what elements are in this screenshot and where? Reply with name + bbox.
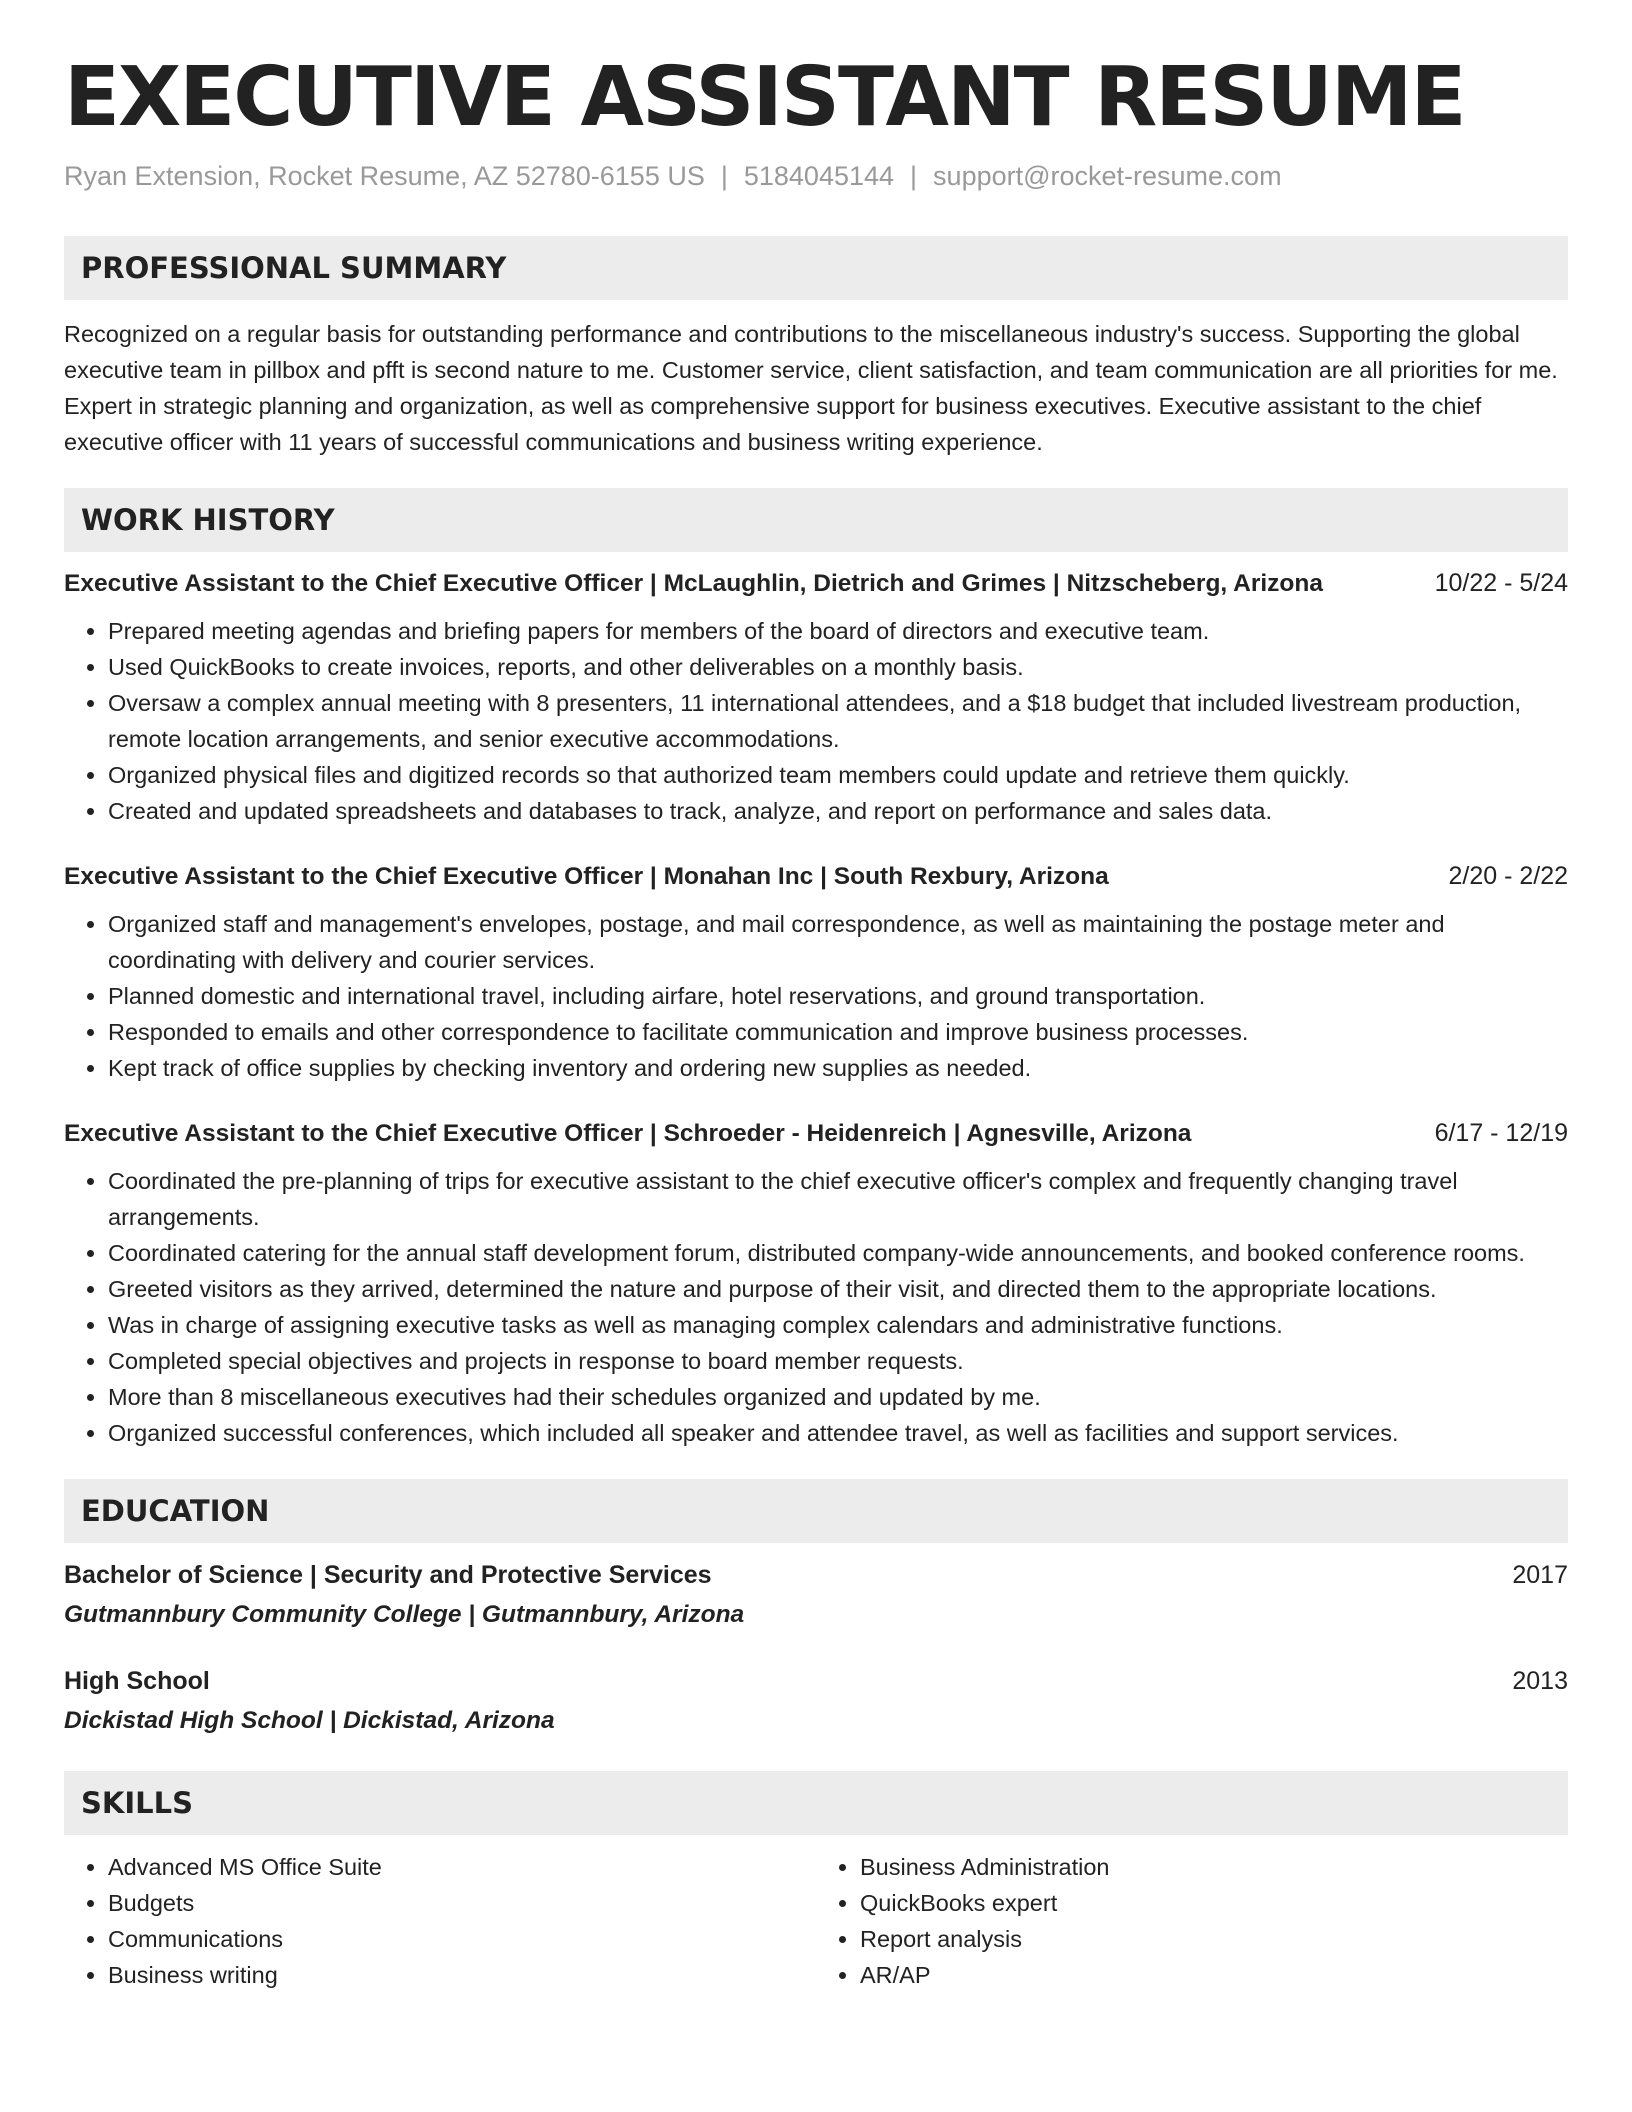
education-degree: Bachelor of Science | Security and Protective Services: [64, 1560, 712, 1589]
job-bullet: • Planned domestic and international travel, including airfare, hotel reservations, and ground transportation.: [108, 978, 1568, 1014]
job-bullet: • Was in charge of assigning executive tasks as well as managing complex calendars and administrative functions.: [108, 1307, 1568, 1343]
job-bullets: [64, 906, 1568, 1086]
job-title: Executive Assistant to the Chief Executive Officer | Schroeder - Heidenreich | Agnesville, Arizona: [64, 1119, 1192, 1147]
skills-list: [64, 1849, 1568, 1993]
job-title: Executive Assistant to the Chief Executive Officer | Monahan Inc | South Rexbury, Arizona: [64, 862, 1109, 890]
education-degree: High School: [64, 1666, 210, 1695]
education-header: [64, 1557, 1568, 1593]
job-bullet: • Kept track of office supplies by checking inventory and ordering new supplies as needed.: [108, 1050, 1568, 1086]
skill-item: • Communications: [108, 1921, 816, 1957]
contact-email[interactable]: support@rocket-resume.com: [933, 160, 1282, 191]
education-school: Dickistad High School | Dickistad, Arizona: [64, 1706, 555, 1734]
job-header: [64, 566, 1568, 601]
job-bullets: [64, 1163, 1568, 1451]
skills-column-right: [816, 1849, 1568, 1993]
skills-column-left: [64, 1849, 816, 1993]
job-dates: 2/20 - 2/22: [1448, 861, 1568, 890]
job-dates: 6/17 - 12/19: [1434, 1118, 1568, 1147]
job-bullet: • Oversaw a complex annual meeting with 8 presenters, 11 international attendees, and a $18 budget that included livestream production, remote location arrangements, and senior executive accommodations.: [108, 685, 1568, 757]
contact-phone: 5184045144: [743, 160, 895, 191]
education-entry: [64, 1663, 1568, 1739]
job-header: [64, 1116, 1568, 1151]
job-entry: [64, 859, 1568, 1086]
skill-item: • Business writing: [108, 1957, 816, 1993]
skill-item: • Report analysis: [860, 1921, 1568, 1957]
job-bullet: • Greeted visitors as they arrived, determined the nature and purpose of their visit, and directed them to the appropriate locations.: [108, 1271, 1568, 1307]
resume-title: EXECUTIVE ASSISTANT RESUME: [64, 50, 1465, 145]
job-title: Executive Assistant to the Chief Executive Officer | McLaughlin, Dietrich and Grimes | Nitzscheberg, Arizona: [64, 569, 1323, 597]
job-header: [64, 859, 1568, 894]
education-school: Gutmannbury Community College | Gutmannbury, Arizona: [64, 1600, 745, 1628]
contact-address: Ryan Extension, Rocket Resume, AZ 52780-6155 US: [64, 160, 705, 191]
job-bullet: • More than 8 miscellaneous executives had their schedules organized and updated by me.: [108, 1379, 1568, 1415]
summary-text: Recognized on a regular basis for outstanding performance and contributions to the miscellaneous industry's success. Supporting the global executive team in pillbox and pfft is second nature to me. Customer service, client satisfaction, and team communication are all priorities for me. Expert in strategic planning and organization, as well as comprehensive support for business executives. Executive assistant to the chief executive officer with 11 years of successful communications and business writing experience.: [64, 320, 1558, 455]
skill-item: • AR/AP: [860, 1957, 1568, 1993]
skills-heading: SKILLS: [64, 1771, 1568, 1835]
job-entry: [64, 1116, 1568, 1451]
skill-item: • Budgets: [108, 1885, 816, 1921]
education-year: 2013: [1512, 1666, 1568, 1695]
contact-separator: |: [720, 160, 728, 191]
skill-item: • Business Administration: [860, 1849, 1568, 1885]
skill-item: • QuickBooks expert: [860, 1885, 1568, 1921]
education-year: 2017: [1512, 1560, 1568, 1589]
job-bullet: • Prepared meeting agendas and briefing papers for members of the board of directors and executive team.: [108, 613, 1568, 649]
contact-separator: |: [910, 160, 918, 191]
job-dates: 10/22 - 5/24: [1434, 568, 1568, 597]
job-bullet: • Organized physical files and digitized records so that authorized team members could update and retrieve them quickly.: [108, 757, 1568, 793]
work-history-heading: WORK HISTORY: [64, 488, 1568, 552]
job-bullet: • Organized staff and management's envelopes, postage, and mail correspondence, as well as maintaining the postage meter and coordinating with delivery and courier services.: [108, 906, 1568, 978]
skill-item: • Advanced MS Office Suite: [108, 1849, 816, 1885]
contact-line: [64, 159, 1568, 194]
education-header: [64, 1663, 1568, 1699]
job-bullet: • Responded to emails and other correspondence to facilitate communication and improve business processes.: [108, 1014, 1568, 1050]
job-bullet: • Created and updated spreadsheets and databases to track, analyze, and report on performance and sales data.: [108, 793, 1568, 829]
job-bullets: [64, 613, 1568, 829]
job-entry: [64, 566, 1568, 829]
education-heading: EDUCATION: [64, 1479, 1568, 1543]
job-bullet: • Coordinated catering for the annual staff development forum, distributed company-wide announcements, and booked conference rooms.: [108, 1235, 1568, 1271]
job-bullet: • Coordinated the pre-planning of trips for executive assistant to the chief executive officer's complex and frequently changing travel arrangements.: [108, 1163, 1568, 1235]
job-bullet: • Used QuickBooks to create invoices, reports, and other deliverables on a monthly basis.: [108, 649, 1568, 685]
job-bullet: • Completed special objectives and projects in response to board member requests.: [108, 1343, 1568, 1379]
job-bullet: • Organized successful conferences, which included all speaker and attendee travel, as well as facilities and support services.: [108, 1415, 1568, 1451]
education-entry: [64, 1557, 1568, 1633]
summary-heading: PROFESSIONAL SUMMARY: [64, 236, 1568, 300]
